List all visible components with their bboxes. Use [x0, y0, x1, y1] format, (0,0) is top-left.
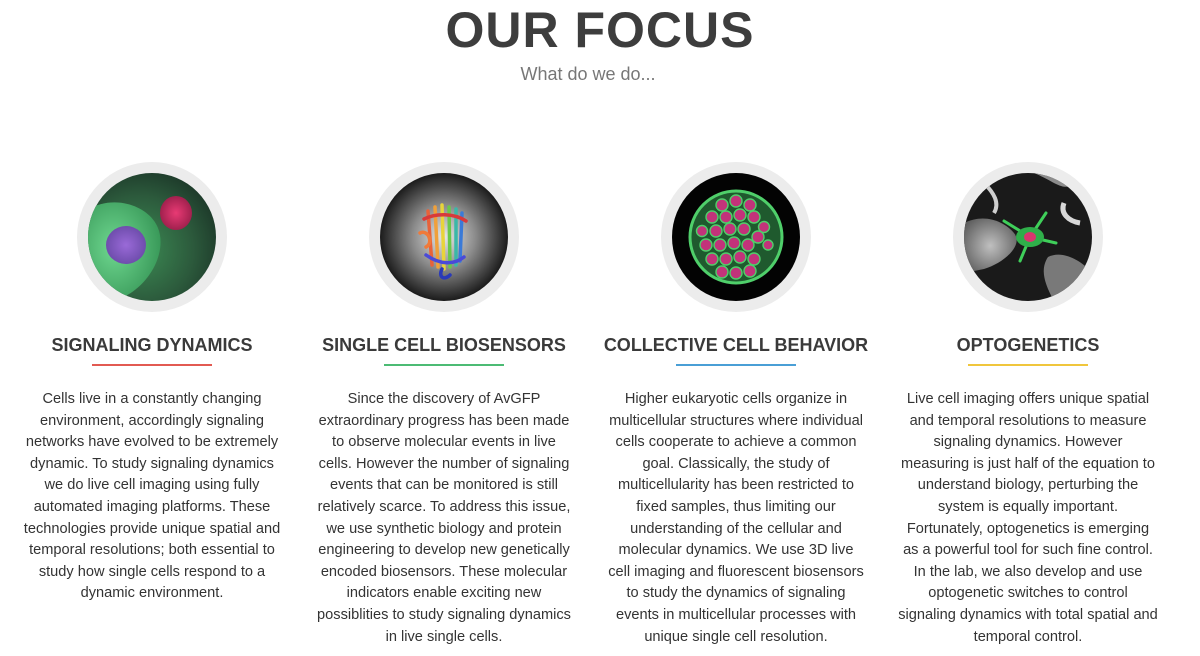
- thumbnail-frame: [369, 162, 519, 312]
- fluorescent-cells-icon: [88, 173, 216, 301]
- thumbnail-frame: [77, 162, 227, 312]
- column-description: Cells live in a constantly changing environment, accordingly signaling networks have evolved to be extremely dynamic. To study signaling dynamics we do live cell imaging using fully automated imaging platforms. These technologies provide unique spatial and temporal resolutions; both essential to study how single cells respond to a dynamic environment.: [23, 391, 281, 602]
- column-title: SINGLE CELL BIOSENSORS: [322, 335, 566, 355]
- cell-cluster-icon: [672, 173, 800, 301]
- column-title: SIGNALING DYNAMICS: [51, 335, 253, 355]
- focus-card-optogenetics: [892, 0, 1164, 656]
- column-description: Since the discovery of AvGFP extraordinary progress has been made to observe molecular events in live cells. However the number of signaling events that can be monitored is still relatively scarce. To address this issue, we use synthetic biology and protein engineering to develop new genetically encoded biosensors. These molecular indicators enable exciting new possiblities to study signaling dynamics in live single cells.: [317, 391, 571, 645]
- column-description: Live cell imaging offers unique spatial and temporal resolutions to measure signaling dynamics. However measuring is just half of the equation to understand biology, perturbing the system is equally important. Fortunately, optogenetics is emerging as a powerful tool for such fine control. In the lab, we also develop and use optogenetic switches to control signaling dynamics with total spatial and temporal control.: [898, 391, 1158, 645]
- focus-card-signaling-dynamics: [16, 0, 288, 656]
- column-title: OPTOGENETICS: [956, 335, 1100, 355]
- title-underline: [92, 364, 212, 366]
- title-underline: [968, 364, 1088, 366]
- thumbnail-frame: [953, 162, 1103, 312]
- protein-structure-icon: [380, 173, 508, 301]
- title-underline: [384, 364, 504, 366]
- column-description: Higher eukaryotic cells organize in multicellular structures where individual cells cooperate to achieve a common goal. Classically, the study of multicellularity has been restricted to fixed samples, thus limiting our understanding of the cellular and molecular dynamics. We use 3D live cell imaging and fluorescent biosensors to study the dynamics of signaling events in multicellular processes with unique single cell resolution.: [608, 391, 864, 645]
- page-title: OUR FOCUS: [445, 2, 755, 58]
- thumbnail-frame: [661, 162, 811, 312]
- neuron-cells-icon: [964, 173, 1092, 301]
- focus-card-single-cell-biosensors: [308, 0, 580, 656]
- column-title: COLLECTIVE CELL BEHAVIOR: [603, 335, 869, 355]
- title-underline: [676, 364, 796, 366]
- page-subtitle: What do we do...: [520, 64, 656, 84]
- focus-card-collective-cell-behavior: [600, 0, 872, 656]
